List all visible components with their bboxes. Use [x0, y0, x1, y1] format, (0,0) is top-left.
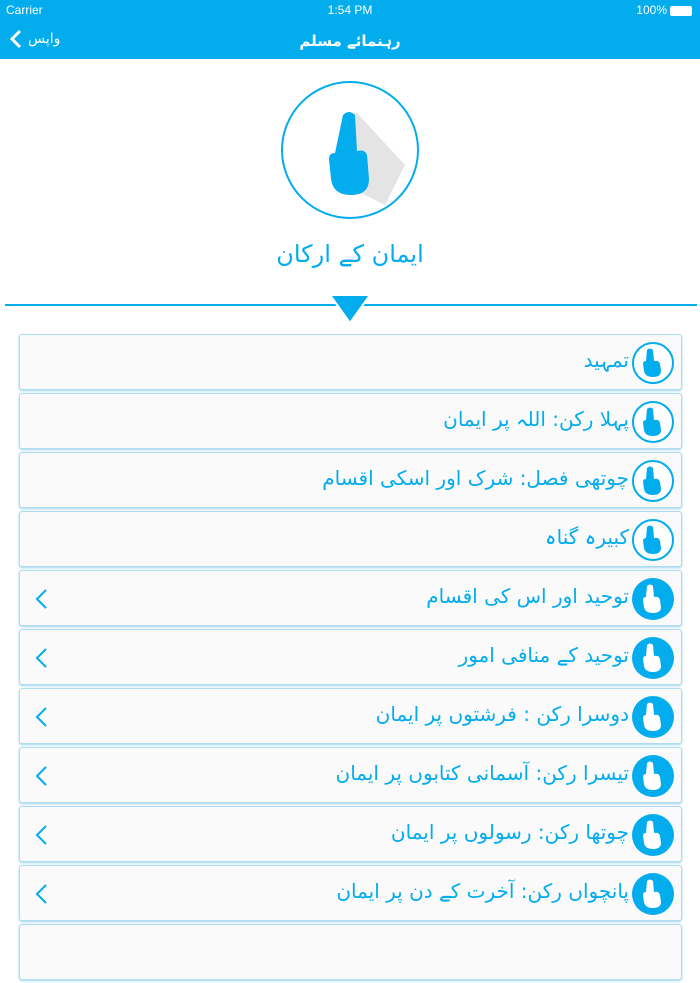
chevron-left-icon: [34, 588, 48, 610]
chevron-left-icon: [34, 706, 48, 728]
list-item[interactable]: [19, 865, 682, 921]
topic-list: [19, 334, 682, 983]
hand-icon: [632, 342, 674, 384]
list-item[interactable]: [19, 511, 682, 567]
hand-icon: [632, 460, 674, 502]
item-label: چوتھی فصل: شرک اور اسکی اقسام: [322, 466, 629, 490]
hand-pointer-icon: [281, 81, 419, 219]
chevron-left-icon: [34, 824, 48, 846]
list-item[interactable]: [19, 806, 682, 862]
item-label: چوتھا رکن: رسولوں پر ایمان: [390, 820, 629, 844]
chevron-left-icon: [34, 883, 48, 905]
hand-icon: [632, 814, 674, 856]
section-heading: ایمان کے ارکان: [276, 240, 424, 268]
item-label: تمہید: [583, 348, 629, 372]
list-item[interactable]: [19, 629, 682, 685]
list-item-partial[interactable]: [19, 924, 682, 980]
battery-icon: [670, 6, 692, 16]
triangle-down-icon: [328, 293, 372, 327]
item-label: پانچواں رکن: آخرت کے دن پر ایمان: [336, 879, 629, 903]
hand-icon: [632, 637, 674, 679]
carrier: Carrier: [6, 3, 43, 17]
navigation-bar: [0, 0, 700, 59]
hand-icon: [632, 519, 674, 561]
hand-icon: [632, 401, 674, 443]
item-label: کبیرہ گناہ: [544, 525, 629, 549]
list-item[interactable]: [19, 747, 682, 803]
hand-icon: [632, 755, 674, 797]
list-item[interactable]: [19, 570, 682, 626]
list-item[interactable]: [19, 688, 682, 744]
page-title: رہنمائے مسلم: [299, 32, 401, 50]
back-label: واپس: [28, 31, 61, 47]
list-item[interactable]: [19, 393, 682, 449]
chevron-left-icon: [34, 647, 48, 669]
hand-icon: [632, 578, 674, 620]
item-label: توحید کے منافی امور: [458, 643, 629, 667]
clock: 1:54 PM: [327, 3, 373, 17]
item-label: پہلا رکن: اللہ پر ایمان: [443, 407, 629, 431]
item-label: تیسرا رکن: آسمانی کتابوں پر ایمان: [335, 761, 629, 785]
item-label: دوسرا رکن : فرشتوں پر ایمان: [375, 702, 629, 726]
hand-icon: [632, 873, 674, 915]
chevron-left-icon: [34, 765, 48, 787]
list-item[interactable]: [19, 334, 682, 390]
battery-percent: 100%: [636, 3, 667, 17]
item-label: توحید اور اس کی اقسام: [426, 584, 629, 608]
battery-status: [636, 3, 692, 17]
list-item[interactable]: [19, 452, 682, 508]
hand-icon: [632, 696, 674, 738]
